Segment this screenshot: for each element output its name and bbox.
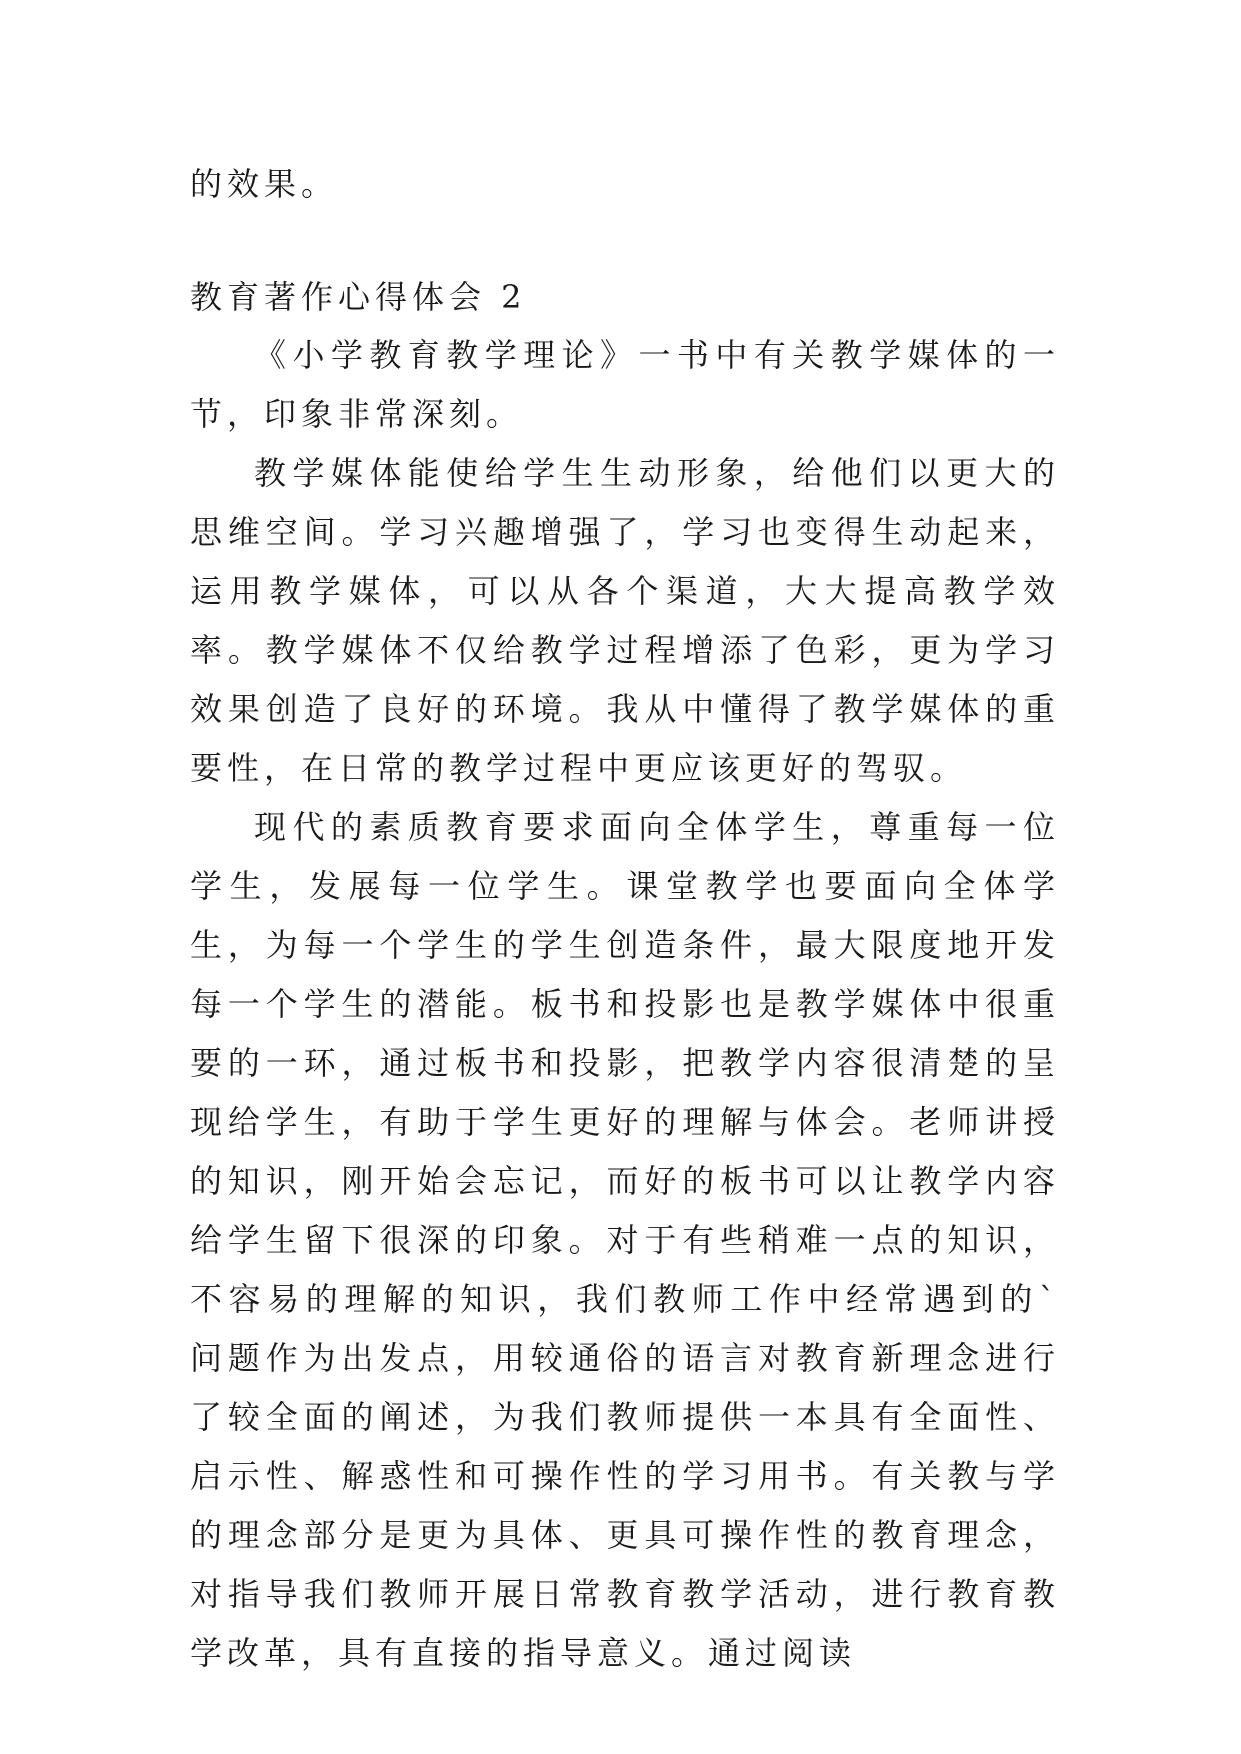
paragraph: 现代的素质教育要求面向全体学生，尊重每一位学生，发展每一位学生。课堂教学也要面向全体学生，为每一个学生的学生创造条件，最大限度地开发每一个学生的潜能。板书和投影也是教学媒体中很重要的一环，通过板书和投影，把教学内容很清楚的呈现给学生，有助于学生更好的理解与体会。老师讲授的知识，刚开始会忘记，而好的板书可以让教学内容给学生留下很深的印象。对于有些稍难一点的知识，不容易的理解的知识，我们教师工作中经常遇到的`问题作为出发点，用较通俗的语言对教育新理念进行了较全面的阐述，为我们教师提供一本具有全面性、启示性、解惑性和可操作性的学习用书。有关教与学的理念部分是更为具体、更具可操作性的教育理念，对指导我们教师开展日常教育教学活动，进行教育教学改革，具有直接的指导意义。通过阅读 (190, 808, 1060, 1672)
section-title: 教育著作心得体会 2 (190, 278, 527, 316)
carryover-text: 的效果。 (190, 165, 339, 203)
paragraph: 教学媒体能使给学生生动形象，给他们以更大的思维空间。学习兴趣增强了，学习也变得生动起来，运用教学媒体，可以从各个渠道，大大提高教学效率。教学媒体不仅给教学过程增添了色彩，更为学习效果创造了良好的环境。我从中懂得了教学媒体的重要性，在日常的教学过程中更应该更好的驾驭。 (190, 454, 1060, 787)
body-text (190, 326, 1060, 1683)
paragraph: 《小学教育教学理论》一书中有关教学媒体的一节，印象非常深刻。 (190, 336, 1060, 433)
